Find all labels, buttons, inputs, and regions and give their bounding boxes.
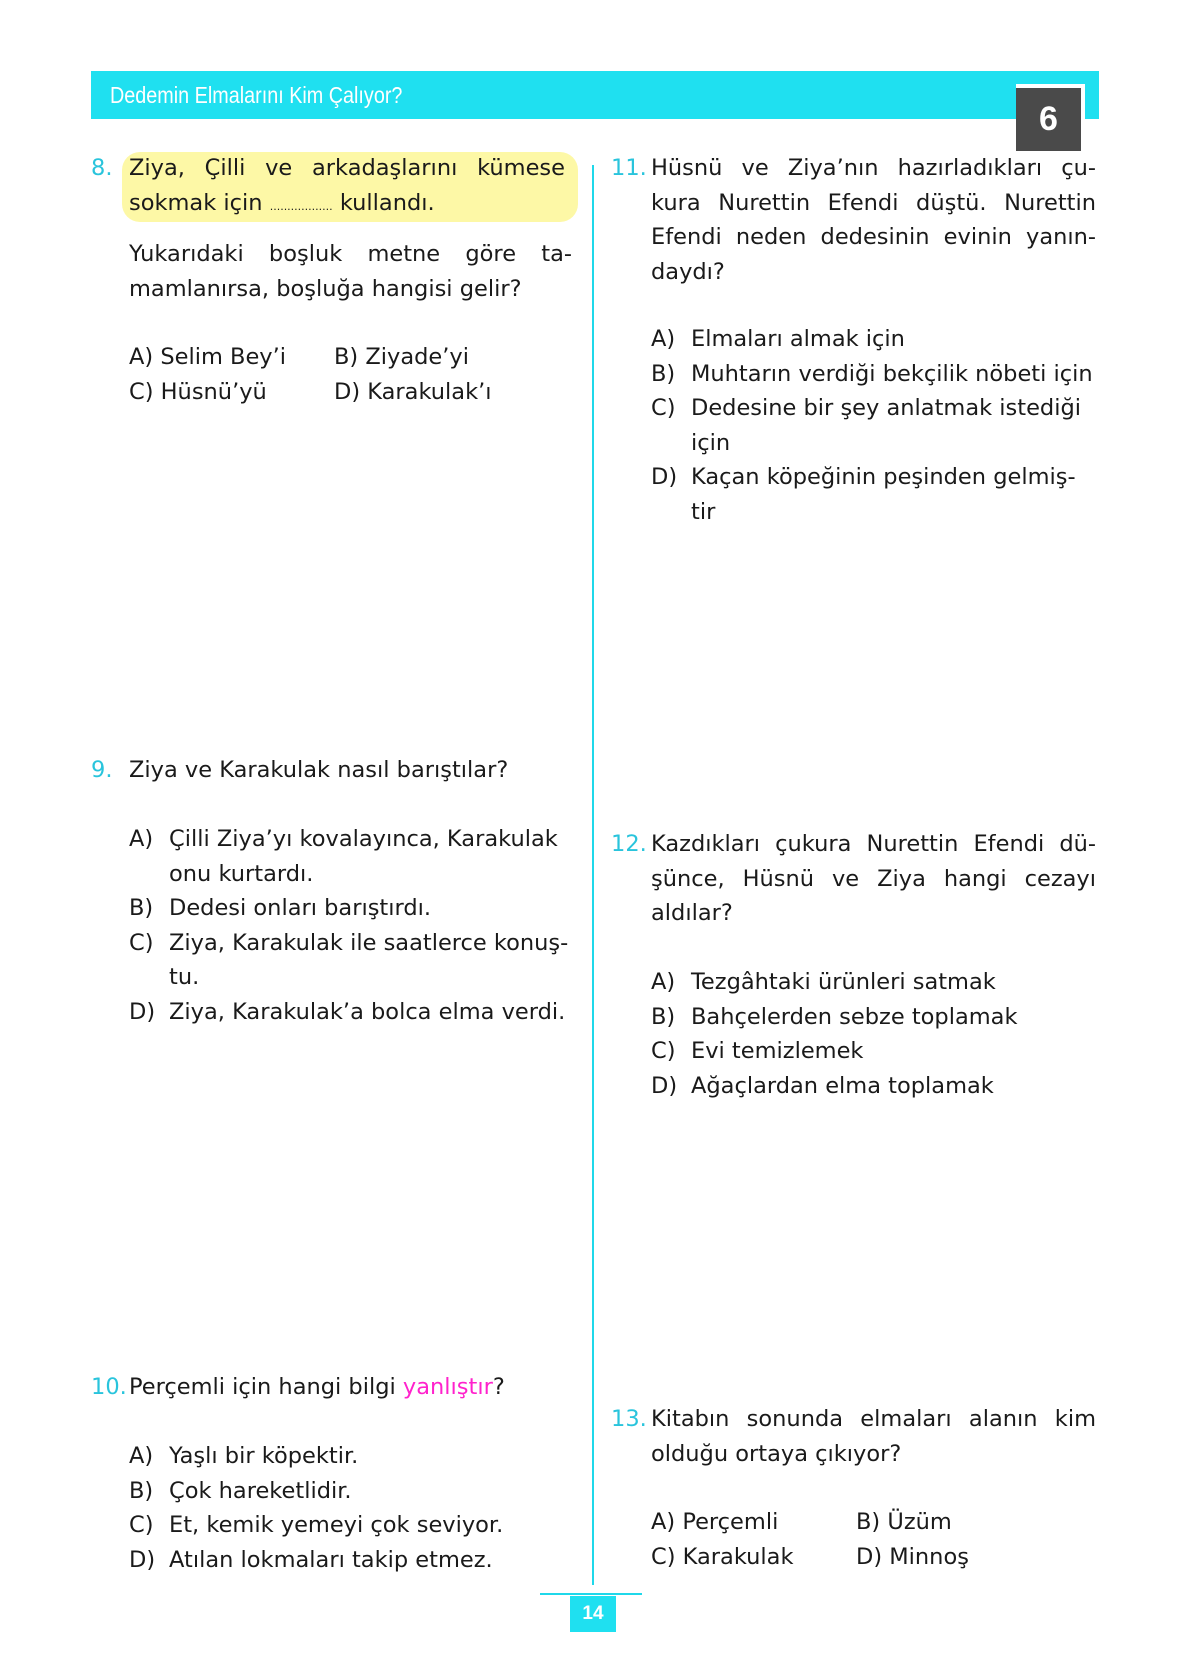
stem-text: sokmak için [129,189,263,216]
option-a[interactable] [651,322,1101,357]
page-number-rule [540,1593,642,1595]
option-c-continued [129,960,579,995]
question-number: 10. [91,1374,127,1400]
question-instruction [129,237,572,306]
answer-options [651,322,1101,529]
option-text: Ziya, Karakulak’a bolca elma verdi. [169,998,566,1025]
question-number: 12. [611,831,647,857]
stem-line: Kitabın sonunda elmaları alanın kim [651,1406,1096,1432]
option-letter: D) [129,1546,156,1573]
option-letter: B) [651,360,676,387]
option-text: Tezgâhtaki ürünleri satmak [691,969,996,995]
option-letter: D) [129,998,156,1025]
stem-line: Efendi neden dedesinin evinin yanın- [651,224,1096,250]
fill-blank: .................. [269,199,333,213]
option-letter: C) [129,929,154,956]
option-d[interactable] [651,460,1101,495]
option-text: Kaçan köpeğinin peşinden gelmiş- [691,464,1076,490]
option-a[interactable] [129,1439,579,1474]
stem-line: olduğu ortaya çıkıyor? [651,1440,902,1467]
question-stem [129,753,579,788]
answer-options [129,1439,579,1577]
option-a[interactable] [651,965,1101,1000]
question-stem [651,827,1096,931]
option-letter: A) [129,1443,154,1469]
stem-line: Kazdıkları çukura Nurettin Efendi dü- [651,831,1096,857]
question-stem [651,1402,1096,1471]
option-text: için [691,429,731,456]
option-d[interactable] [129,995,579,1030]
stem-line: Yukarıdaki boşluk metne göre ta- [129,241,572,267]
option-c[interactable] [129,926,579,961]
option-text: Et, kemik yemeyi çok seviyor. [169,1512,504,1538]
option-b[interactable] [129,891,579,926]
option-text: onu kurtardı. [169,860,314,887]
option-d-continued [651,495,1101,530]
option-a[interactable]: A) Selim Bey’i [129,344,287,370]
option-letter: B) [651,1003,676,1030]
option-letter: D) [651,464,678,490]
stem-line: daydı? [651,258,725,285]
option-letter: C) [651,1038,676,1064]
option-b[interactable] [651,1000,1101,1035]
unit-number-badge: 6 [1016,84,1085,151]
option-letter: A) [651,969,676,995]
option-c[interactable]: C) Karakulak [651,1544,794,1570]
answer-options [129,822,579,1029]
option-text: Atılan lokmaları takip etmez. [169,1546,493,1573]
stem-line: Hüsnü ve Ziya’nın hazırladıkları çu- [651,155,1096,181]
option-text: Dedesi onları barıştırdı. [169,895,432,921]
page-title: Dedemin Elmalarını Kim Çalıyor? [110,82,403,108]
option-b[interactable] [129,1474,579,1509]
question-number: 9. [91,757,113,783]
option-a[interactable]: A) Perçemli [651,1509,779,1535]
option-b[interactable]: B) Ziyade’yi [334,344,469,370]
stem-line: aldılar? [651,900,733,926]
option-c[interactable] [651,1034,1101,1069]
option-c-continued [651,426,1101,461]
stem-text: ? [492,1374,505,1400]
question-stem [129,1370,579,1405]
option-letter: C) [129,1512,154,1538]
option-c[interactable] [129,1508,579,1543]
column-divider [592,165,594,1585]
option-text: tu. [169,964,200,990]
option-text: Elmaları almak için [691,326,905,352]
option-a-continued [129,857,579,892]
option-text: Dedesine bir şey anlatmak istediği [691,395,1081,421]
stem-line: kura Nurettin Efendi düştü. Nurettin [651,189,1096,216]
option-b[interactable] [651,357,1101,392]
option-a[interactable] [129,822,579,857]
stem-text: Perçemli için hangi bilgi [129,1374,403,1400]
option-c[interactable] [651,391,1101,426]
option-text: Yaşlı bir köpektir. [169,1443,359,1469]
question-number: 13. [611,1406,647,1432]
option-letter: B) [129,895,154,921]
option-text: Evi temizlemek [691,1038,864,1064]
option-text: Ziya, Karakulak ile saatlerce konuş- [169,929,569,956]
stem-line: Ziya, Çilli ve arkadaşlarını kümese [129,155,565,181]
question-stem [129,151,565,224]
option-text: Ağaçlardan elma toplamak [691,1072,994,1099]
option-d[interactable] [651,1069,1101,1104]
answer-options [651,965,1101,1103]
question-number: 11. [611,155,647,181]
option-text: Bahçelerden sebze toplamak [691,1003,1018,1030]
option-text: Çilli Ziya’yı kovalayınca, Karakulak [169,826,558,852]
option-letter: D) [651,1072,678,1099]
stem-line [129,1370,579,1405]
option-b[interactable]: B) Üzüm [856,1509,952,1535]
stem-line [129,186,565,225]
stem-line: Ziya ve Karakulak nasıl barıştılar? [129,757,509,783]
option-letter: A) [651,326,676,352]
option-text: tir [691,498,716,525]
option-d[interactable]: D) Minnoş [856,1544,969,1570]
option-d[interactable]: D) Karakulak’ı [334,379,492,405]
question-stem [651,151,1096,289]
option-d[interactable] [129,1543,579,1578]
option-letter: A) [129,826,154,852]
question-number: 8. [91,155,113,181]
option-c[interactable]: C) Hüsnü’yü [129,379,267,405]
option-text: Muhtarın verdiği bekçilik nöbeti için [691,360,1093,387]
stem-text: kullandı. [339,189,435,216]
option-letter: C) [651,395,676,421]
stem-line: şünce, Hüsnü ve Ziya hangi cezayı [651,865,1096,892]
stem-line: mamlanırsa, boşluğa hangisi gelir? [129,275,522,302]
option-letter: B) [129,1477,154,1504]
emphasis-word: yanlıştır [402,1374,493,1400]
option-text: Çok hareketlidir. [169,1477,352,1504]
page-number: 14 [570,1596,616,1632]
